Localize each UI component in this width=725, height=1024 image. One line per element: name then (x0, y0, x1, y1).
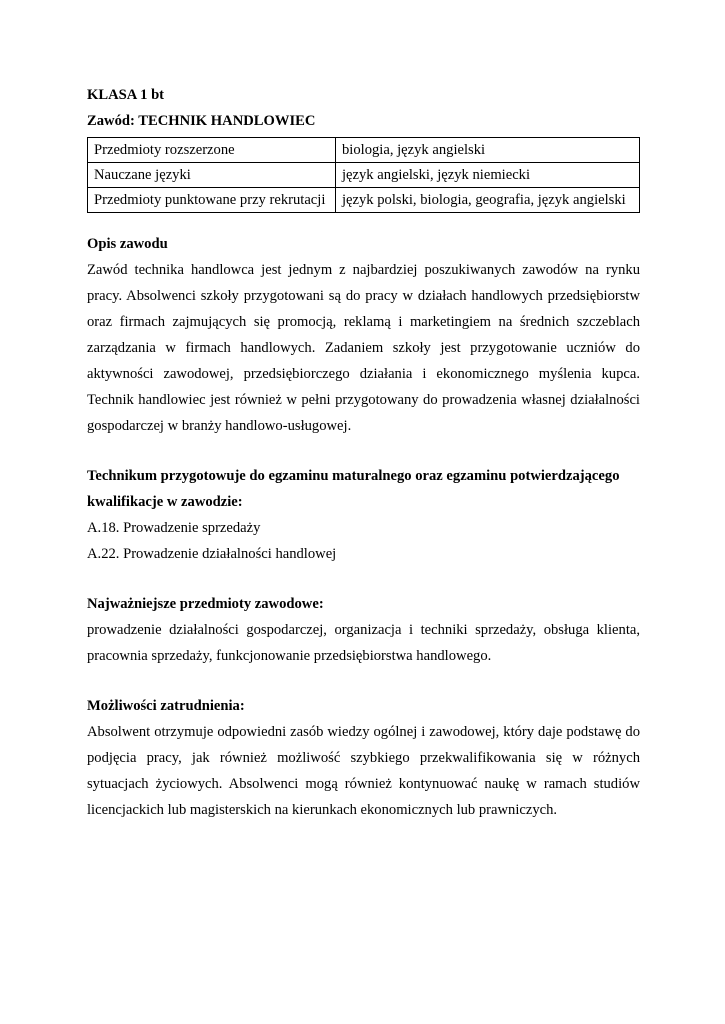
subjects-text: prowadzenie działalności gospodarczej, organizacja i techniki sprzedaży, obsługa klienta, pracownia sprzedaży, funkcjonowanie przedsiębiorstwa handlowego. (87, 622, 640, 664)
table-cell-label: Przedmioty rozszerzone (88, 138, 336, 163)
description-title: Opis zawodu (87, 236, 168, 252)
table-cell-value: język angielski, język niemiecki (336, 163, 640, 188)
exam-title: Technikum przygotowuje do egzaminu maturalnego oraz egzaminu potwierdzającego kwalifikacje w zawodzie: (87, 468, 620, 510)
employment-text: Absolwent otrzymuje odpowiedni zasób wiedzy ogólnej i zawodowej, który daje podstawę do podjęcia pracy, jak również możliwość szybkiego przekwalifikowania się w różnych sytuacjach życiowych. Absolwenci mogą również kontynuować naukę w ramach studiów licencjackich lub magisterskich na kierunkach ekonomicznych lub prawniczych. (87, 724, 640, 818)
table-cell-label: Przedmioty punktowane przy rekrutacji (88, 188, 336, 213)
profession-heading: Zawód: TECHNIK HANDLOWIEC (87, 113, 316, 129)
table-cell-label: Nauczane języki (88, 163, 336, 188)
table-row (88, 188, 640, 213)
table-cell-value: język polski, biologia, geografia, język angielski (336, 188, 640, 213)
exam-item: A.22. Prowadzenie działalności handlowej (87, 546, 337, 562)
table-row (88, 138, 640, 163)
exam-item: A.18. Prowadzenie sprzedaży (87, 520, 261, 536)
subjects-section (87, 591, 640, 669)
class-heading: KLASA 1 bt (87, 87, 165, 103)
subjects-table (87, 137, 640, 213)
table-row (88, 163, 640, 188)
table-cell-value: biologia, język angielski (336, 138, 640, 163)
employment-section (87, 693, 640, 823)
employment-title: Możliwości zatrudnienia: (87, 698, 245, 714)
document-page (87, 82, 640, 823)
exam-section (87, 463, 640, 567)
subjects-title: Najważniejsze przedmioty zawodowe: (87, 596, 324, 612)
description-section (87, 231, 640, 439)
description-text: Zawód technika handlowca jest jednym z najbardziej poszukiwanych zawodów na rynku pracy. Absolwenci szkoły przygotowani są do pracy w działach handlowych przedsiębiorstw oraz firmach zajmujących się promocją, reklamą i marketingiem na średnich szczeblach zarządzania w firmach handlowych. Zadaniem szkoły jest przygotowanie uczniów do aktywności zawodowej, przedsiębiorczego działania i ekonomicznego myślenia kupca. Technik handlowiec jest również w pełni przygotowany do prowadzenia własnej działalności gospodarczej w branży handlowo-usługowej. (87, 262, 640, 434)
